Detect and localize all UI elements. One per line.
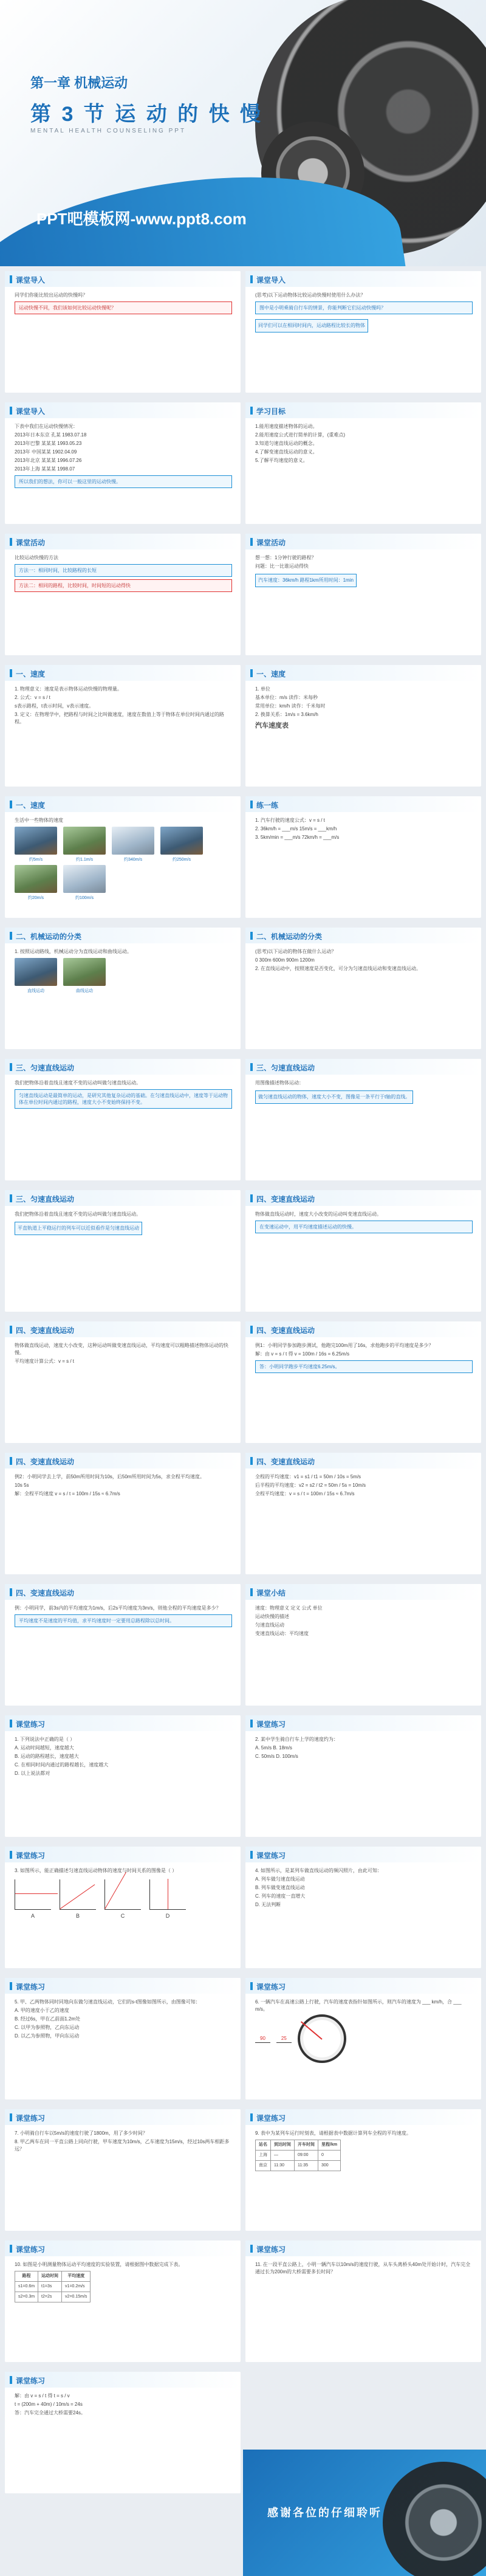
highlight-box: 答：小明同学跑步平均速度6.25m/s。 [255, 1360, 473, 1373]
slide-title: 课堂导入 [256, 276, 286, 284]
slide-body [15, 686, 232, 727]
slide-line: 问题：比一比谁运动得快 [255, 563, 309, 569]
graph-label: D [165, 1913, 170, 1919]
slide-body [15, 1473, 232, 1499]
slide-title: 练一练 [256, 801, 279, 810]
slide-body [255, 1867, 473, 1910]
slide-line: 后半程的平均速度：v2 = s2 / t2 = 50m / 5s = 10m/s [255, 1483, 366, 1488]
slide [5, 796, 241, 918]
graph-line [60, 1884, 95, 1909]
slide-body [15, 2392, 232, 2418]
graph-label: A [30, 1913, 35, 1919]
title-marker [10, 1457, 12, 1465]
photo-caption: 约340m/s [124, 858, 142, 862]
slide [5, 1584, 241, 1706]
title-marker [10, 2113, 12, 2121]
slide-line: 例1：小明同学参加跑步测试，他跑完100m用了16s，求他跑步的平均速度是多少？ [255, 1343, 434, 1348]
slide-line: t = (200m + 40m) / 10m/s = 24s [15, 2402, 83, 2407]
slide-line: 2013年北京 某某某 1996.07.26 [15, 458, 82, 463]
slide [245, 928, 481, 1049]
graph-axes [149, 1879, 186, 1910]
slide-title: 四、变速直线运动 [16, 1458, 75, 1466]
thanks-slide [243, 2450, 486, 2576]
slide-line: 物体做直线运动时，速度大小改变的运动叫变速直线运动。 [255, 1211, 382, 1217]
slide [5, 665, 241, 787]
slide-body [15, 817, 232, 902]
slide-title: 四、变速直线运动 [256, 1195, 315, 1204]
slide-body [15, 1605, 232, 1630]
title-marker [10, 538, 12, 546]
slide [5, 1847, 241, 1968]
slide-line: 6. 一辆汽车在高速公路上行驶，汽车的速度表指针如图所示，则汽车的速度为 ___ km/h，合 ___ m/s。 [255, 1999, 462, 2012]
slide [5, 2240, 241, 2362]
slide-line: 4.了解变速直线运动的意义。 [255, 449, 318, 455]
slide-body [255, 1473, 473, 1499]
photo [15, 827, 57, 855]
slide-line: 2013年巴黎 某某某 1993.05.23 [15, 441, 82, 446]
slide-body [255, 423, 473, 466]
slide-line: B. 经过6s，甲在乙前面1.2m处 [15, 2016, 81, 2022]
highlight-box: 在变速运动中，用平均速度描述运动的快慢。 [255, 1221, 473, 1233]
slide-line: s表示路程，t表示时间，v表示速度。 [15, 703, 94, 709]
slide [245, 1321, 481, 1443]
graph-axes [15, 1879, 51, 1910]
highlight-box: 方法一：相同时间，比较路程的长短 [15, 564, 232, 577]
slide-body [255, 2130, 473, 2171]
title-marker [10, 275, 12, 283]
thanks-text: 感谢各位的仔细聆听 [267, 2507, 382, 2519]
table-cell: 运动时间 [38, 2271, 62, 2282]
slide-line: 2. 在直线运动中，按照速度是否变化，可分为匀速直线运动和变速直线运动。 [255, 966, 421, 971]
slide [5, 2372, 241, 2493]
title-marker [10, 1063, 12, 1071]
slide-body [255, 292, 473, 332]
title-marker [250, 1326, 253, 1334]
slide [245, 1715, 481, 1837]
table-cell: t2=2s [38, 2292, 62, 2302]
slide-line: 5. 甲、乙两物体同时同地向东做匀速直线运动，它们的s-t图像如图所示，由图像可知： [15, 1999, 200, 2005]
highlight-box: 方法二：相同的路程，比较时间，时间短的运动得快 [15, 579, 232, 592]
photo-caption: 约100m/s [75, 896, 94, 900]
table-cell: v2=0.15m/s [62, 2292, 91, 2302]
title-marker [250, 538, 253, 546]
slide-title: 课堂练习 [256, 1983, 286, 1991]
graph-axes [60, 1879, 96, 1910]
slide-title: 课堂练习 [256, 1851, 286, 1860]
slide-line: 2.能用速度公式进行简单的计算，(重难点) [255, 432, 345, 438]
title-marker [250, 1851, 253, 1859]
slide-line: B. 运动的路程越长，速度越大 [15, 1754, 79, 1759]
slide-body [15, 1867, 232, 1920]
title-marker [250, 1457, 253, 1465]
title-marker [250, 1194, 253, 1202]
table-cell: 0 [318, 2151, 341, 2161]
slide-line: 解：由 v = s / t 得 t = s / v [15, 2393, 70, 2399]
table-cell: 上海 [256, 2151, 271, 2161]
slide-title: 三、匀速直线运动 [16, 1195, 75, 1204]
title-marker [10, 801, 12, 808]
slide-title: 四、变速直线运动 [256, 1326, 315, 1335]
slide [245, 1978, 481, 2099]
highlight-box: 运动快慢不同，我们该如何比较运动快慢呢？ [15, 301, 232, 314]
slide-title: 课堂小结 [256, 1589, 286, 1597]
title-marker [250, 1720, 253, 1727]
answer-blank: 25 [276, 2035, 292, 2043]
table-cell: 南京 [256, 2161, 271, 2171]
slide-line: 常用单位：km/h 读作：千米每时 [255, 703, 326, 709]
answer-blank: 90 [255, 2035, 270, 2043]
slide-line: 全程的平均速度：v1 = s1 / t1 = 50m / 10s = 5m/s [255, 1474, 361, 1479]
slide [245, 271, 481, 393]
slide-title: 课堂活动 [16, 539, 46, 547]
gear-image [383, 2462, 486, 2576]
slide [5, 402, 241, 524]
photo [63, 865, 106, 893]
slide-title: 课堂练习 [256, 2114, 286, 2123]
slide [5, 1453, 241, 1574]
slide [245, 534, 481, 655]
slide-line: C. 列车的速度一直增大 [255, 1893, 306, 1899]
slide-title: 学习目标 [256, 407, 286, 416]
slide-title: 四、变速直线运动 [256, 1458, 315, 1466]
slide-title: 一、速度 [16, 801, 46, 810]
table-cell: 300 [318, 2161, 341, 2171]
title-marker [10, 1720, 12, 1727]
slide-line: 9. 表中为某列车运行时刻表，请根据表中数据计算列车全程的平均速度。 [255, 2130, 411, 2136]
image-label: 汽车速度表 [255, 722, 289, 729]
slide-line: 解：由 v = s / t 得 v = 100m / 16s = 6.25m/s [255, 1351, 349, 1357]
title-marker [10, 1326, 12, 1334]
slide-line: 想一想：1分钟行驶的路程？ [255, 555, 317, 560]
note-text: 汽车速度：36km/h 路程1km所用时间：1min [255, 574, 357, 587]
photo-caption: 直线运动 [27, 989, 44, 993]
slide-title: 课堂导入 [16, 276, 46, 284]
slide-line: D. 以上说法都对 [15, 1771, 50, 1776]
slide-line: 0 300m 600m 900m 1200m [255, 957, 315, 963]
photo-caption: 约1.1m/s [75, 858, 93, 862]
slide-line: 1. 汽车行驶的速度公式：v = s / t [255, 818, 325, 823]
highlight-box: 图中是小明乘骑自行车的情景，你能判断它们运动快慢吗？ [255, 301, 473, 314]
cover-title: 第 3 节 运 动 的 快 慢 [30, 103, 264, 126]
highlight-box: 所以我们的想法，你可以一般这里的运动快慢。 [15, 475, 232, 488]
slide-line: 用图像描述物体运动： [255, 1080, 304, 1086]
slide-line: 运动快慢的描述 [255, 1614, 289, 1619]
table-cell: s1=0.6m [15, 2282, 38, 2292]
slide-line: 2. 36km/h = ___m/s 15m/s = ___km/h [255, 826, 337, 832]
table-cell: — [271, 2151, 295, 2161]
graph-line [104, 1872, 126, 1909]
slide-line: 8. 甲乙两车在同一平直公路上同向行驶，甲车速度为10m/s，乙车速度为15m/s，经过10s两车相距多远？ [15, 2139, 230, 2152]
photo-caption: 约250m/s [173, 858, 191, 862]
slide-line: 10. 如图是小明测量物体运动平均速度的实验装置，请根据图中数据完成下表。 [15, 2262, 183, 2267]
title-marker [250, 932, 253, 940]
slide-body [255, 817, 473, 842]
slide-line: 生活中一些物体的速度 [15, 818, 63, 823]
slide-line: C. 以甲为参照物，乙向东运动 [15, 2025, 80, 2030]
slide-title-bar [245, 796, 481, 812]
slide-body [15, 1342, 232, 1366]
table-cell: t1=3s [38, 2282, 62, 2292]
title-marker [250, 2245, 253, 2253]
table-cell: 路程 [15, 2271, 38, 2282]
slide-line: 例2：小明同学去上学，前50m所用时间为10s，后50m所用时间为5s，求全程平均速度。 [15, 1474, 205, 1479]
title-marker [10, 407, 12, 415]
slide-line: 全程平均速度：v = s / t = 100m / 15s ≈ 6.7m/s [255, 1491, 355, 1496]
title-marker [250, 669, 253, 677]
slide-line: 平均速度计算公式：v = s / t [15, 1359, 75, 1364]
slide-body [255, 554, 473, 587]
highlight-box: 匀速直线运动是最简单的运动，是研究其他复杂运动的基础。在匀速直线运动中，速度等于运动物体在单位时间内通过的路程，速度大小不变始终保持不变。 [15, 1089, 232, 1109]
title-marker [10, 1851, 12, 1859]
slide-title: 课堂练习 [16, 1851, 46, 1860]
slide-line: 2013年上海 某某某 1998.07 [15, 466, 75, 472]
title-marker [250, 801, 253, 808]
slide-line: A. 运动时间越短，速度越大 [15, 1745, 74, 1751]
title-marker [10, 1194, 12, 1202]
slide-body [255, 1342, 473, 1376]
highlight-box: 平均速度不是速度的平均值，求平均速度时一定要用总路程除以总时间。 [15, 1614, 232, 1627]
slide [5, 1059, 241, 1180]
slide-title: 课堂练习 [16, 1720, 46, 1729]
title-marker [250, 407, 253, 415]
slide-line: 2. 换算关系：1m/s = 3.6km/h [255, 712, 318, 717]
slide-line: 5.了解平均速度的意义。 [255, 458, 308, 463]
slide-body [15, 1999, 232, 2041]
speedometer-image [298, 2014, 346, 2063]
photo [63, 827, 106, 855]
table-cell: 11:30 [271, 2161, 295, 2171]
slide-line: 匀速直线运动 [255, 1622, 284, 1628]
table-row [15, 2271, 91, 2282]
table-cell: 到达时间 [271, 2140, 295, 2151]
title-marker [10, 669, 12, 677]
slide-line: 2. 公式：v = s / t [15, 695, 50, 700]
slide-line: A. 5m/s B. 18m/s [255, 1745, 292, 1751]
graph-axes [104, 1879, 141, 1910]
slide [5, 928, 241, 1049]
slide-line: 解：全程平均速度 v = s / t = 100m / 15s ≈ 6.7m/s [15, 1491, 120, 1496]
slide-body [15, 423, 232, 491]
title-marker [10, 2245, 12, 2253]
title-marker [10, 1982, 12, 1990]
slide-title: 二、机械运动的分类 [16, 932, 82, 941]
slide-body [255, 948, 473, 974]
table-row [256, 2161, 341, 2171]
slide-line: 3. 定义：在物理学中，把路程与时间之比叫做速度，速度在数值上等于物体在单位时间内通过的路程。 [15, 712, 224, 725]
slide-title: 四、变速直线运动 [16, 1326, 75, 1335]
slide-body [255, 1080, 473, 1104]
note-text: 平直轨道上平稳运行的列车可以近似看作是匀速直线运动 [15, 1222, 142, 1235]
title-marker [10, 2376, 12, 2384]
slide-body [255, 1211, 473, 1236]
slide-title: 课堂导入 [16, 407, 46, 416]
data-table [15, 2271, 91, 2302]
slide-title: 四、变速直线运动 [16, 1589, 75, 1597]
slide-line: (思考)以下运动的物体在做什么运动？ [255, 949, 337, 954]
slide-line: 同学们你能比较出运动的快慢吗？ [15, 292, 87, 298]
table-cell: 09:00 [295, 2151, 318, 2161]
slide-line: 11. 在一段平直公路上，小明一辆汽车以10m/s的速度行驶，从车头离桥头40m处开始计时，汽车完全通过长为200m的大桥需要多长时间？ [255, 2262, 471, 2275]
slide-body [15, 1080, 232, 1111]
title-marker [250, 1588, 253, 1596]
slide-body [15, 292, 232, 317]
photo-caption: 曲线运动 [76, 989, 93, 993]
slide-body [15, 948, 232, 995]
photo-caption: 约20m/s [27, 896, 44, 900]
cover-site: PPT吧模板网-www.ppt8.com [36, 210, 247, 228]
slide [5, 1321, 241, 1443]
slide-line: C. 在相同时间内通过的路程越长，速度越大 [15, 1762, 109, 1768]
slide [5, 2109, 241, 2231]
slide [245, 2109, 481, 2231]
photo [15, 958, 57, 986]
slide-line: D. 无法判断 [255, 1902, 281, 1907]
slide-title: 三、匀速直线运动 [256, 1064, 315, 1072]
slide [245, 1584, 481, 1706]
table-cell: 开车时间 [295, 2140, 318, 2151]
slide-line: 例：小明同学，前3s内的平均速度为1m/s，后2s平均速度为3m/s，则他全程的平均速度是多少？ [15, 1605, 221, 1611]
slide-body [15, 1736, 232, 1779]
slide-line: 比较运动快慢的方法 [15, 555, 58, 560]
slide-line: 4. 如图所示，是某列车做直线运动的频闪照片，由此可知： [255, 1868, 382, 1873]
table-cell: 里程/km [318, 2140, 341, 2151]
slide [5, 271, 241, 393]
slide-line: 7. 小明骑自行车以5m/s的速度行驶了1800m，用了多少时间？ [15, 2130, 148, 2136]
graph-label: B [75, 1913, 80, 1919]
slide-line: 下表中我们在运动快慢情况： [15, 424, 78, 429]
slide-line: 2013年 中国某某 1902.04.09 [15, 449, 77, 455]
slide [245, 402, 481, 524]
slide [245, 1453, 481, 1574]
slide-body [255, 1605, 473, 1639]
slide [5, 1715, 241, 1837]
table-row [15, 2282, 91, 2292]
slide-body [15, 2130, 232, 2154]
photo-caption: 约5m/s [29, 858, 43, 862]
slide [245, 665, 481, 787]
photo [160, 827, 203, 855]
slide [245, 1059, 481, 1180]
slide-title: 课堂活动 [256, 539, 286, 547]
slide-line: C. 50m/s D. 100m/s [255, 1754, 298, 1759]
note-text: 做匀速直线运动的物体，速度大小不变，图像是一条平行于t轴的直线。 [255, 1090, 413, 1104]
slide [5, 1190, 241, 1312]
slide-line: 3. 5km/min = ___m/s 72km/h = ___m/s [255, 835, 340, 840]
slide-title: 课堂练习 [16, 2114, 46, 2123]
slide-body [255, 686, 473, 729]
slide-title: 一、速度 [256, 670, 286, 678]
data-table [255, 2140, 341, 2171]
slide-line: 答：汽车完全通过大桥需要24s。 [15, 2410, 86, 2416]
slide-title: 课堂练习 [16, 2245, 46, 2254]
cover-chapter: 第一章 机械运动 [30, 75, 128, 91]
slide-body [15, 1211, 232, 1235]
slide-title: 二、机械运动的分类 [256, 932, 323, 941]
table-cell: v1=0.2m/s [62, 2282, 91, 2292]
title-marker [10, 932, 12, 940]
title-marker [10, 1588, 12, 1596]
cover-slide [0, 0, 486, 266]
slide-line: 我们把物体沿着直线且速度不变的运动叫做匀速直线运动。 [15, 1080, 141, 1086]
slide-line: B. 列车做变速直线运动 [255, 1885, 305, 1890]
slide-line: 速度：物理意义 定义 公式 单位 [255, 1605, 323, 1611]
cover-subtitle: MENTAL HEALTH COUNSELING PPT [30, 128, 187, 134]
slide-title: 课堂练习 [256, 2245, 286, 2254]
slide [245, 1190, 481, 1312]
table-row [15, 2292, 91, 2302]
title-marker [250, 1063, 253, 1071]
slide [245, 2240, 481, 2362]
slide-title: 课堂练习 [16, 1983, 46, 1991]
photo [15, 865, 57, 893]
graph-label: C [120, 1913, 125, 1919]
title-marker [250, 1982, 253, 1990]
slide-line: 1. 按照运动路线，机械运动分为直线运动和曲线运动。 [15, 949, 132, 954]
slide [5, 534, 241, 655]
title-marker [250, 275, 253, 283]
slide-line: 3.知道匀速直线运动的概念。 [255, 441, 318, 446]
slide-body [15, 554, 232, 594]
slide-line: A. 列车做匀速直线运动 [255, 1876, 305, 1882]
slide-line: 我们把物体沿着直线且速度不变的运动叫做匀速直线运动。 [15, 1211, 141, 1217]
slide-line: 2. 某中学生骑自行车上学的速度约为： [255, 1737, 338, 1742]
photo [112, 827, 154, 855]
slide-line: 1.能用速度描述物体的运动。 [255, 424, 318, 429]
table-cell: 站名 [256, 2140, 271, 2151]
slide [245, 1847, 481, 1968]
table-cell: s2=0.3m [15, 2292, 38, 2302]
slide-line: A. 甲的速度小于乙的速度 [15, 2008, 69, 2013]
slide-line: 1. 单位 [255, 686, 270, 692]
slide-line: (思考)以下运动物体比较运动快慢时使用什么办法？ [255, 292, 366, 298]
slide-line: 基本单位：m/s 读作：米每秒 [255, 695, 318, 700]
slide [5, 1978, 241, 2099]
photo [63, 958, 106, 986]
slide-title: 一、速度 [16, 670, 46, 678]
table-row [256, 2151, 341, 2161]
slide-body [255, 1736, 473, 1762]
table-cell: 平均速度 [62, 2271, 91, 2282]
slide-body [255, 2261, 473, 2277]
slide-title: 课堂练习 [16, 2377, 46, 2385]
slide-line: 物体做直线运动，速度大小改变，这种运动叫做变速直线运动，平均速度可以粗略描述物体运动的快慢。 [15, 1343, 228, 1355]
slide [245, 796, 481, 918]
slide-body [15, 2261, 232, 2302]
slide-line: 1. 物理意义：速度是表示物体运动快慢的物理量。 [15, 686, 122, 692]
slide-line: D. 以乙为参照物，甲向东运动 [15, 2033, 80, 2039]
note-text: 同学们可以在相同时间内，运动路程比较长的物体 [255, 319, 368, 332]
slide-line: 2013年日本东京 孔某 1983.07.18 [15, 432, 87, 438]
slide-body [255, 1999, 473, 2063]
slide-line: 10s 5s [15, 1483, 29, 1488]
table-row [256, 2140, 341, 2151]
title-marker [250, 2113, 253, 2121]
slide-title: 三、匀速直线运动 [16, 1064, 75, 1072]
slide-line: 变速直线运动：平均速度 [255, 1631, 309, 1636]
slide-line: 3. 如图所示，能正确描述匀速直线运动物体的速度与时间关系的图像是（ ） [15, 1868, 177, 1873]
graph-line [15, 1893, 58, 1894]
slide-title: 课堂练习 [256, 1720, 286, 1729]
slide-line: 1. 下列说法中正确的是（ ） [15, 1737, 75, 1742]
table-cell: 11:35 [295, 2161, 318, 2171]
